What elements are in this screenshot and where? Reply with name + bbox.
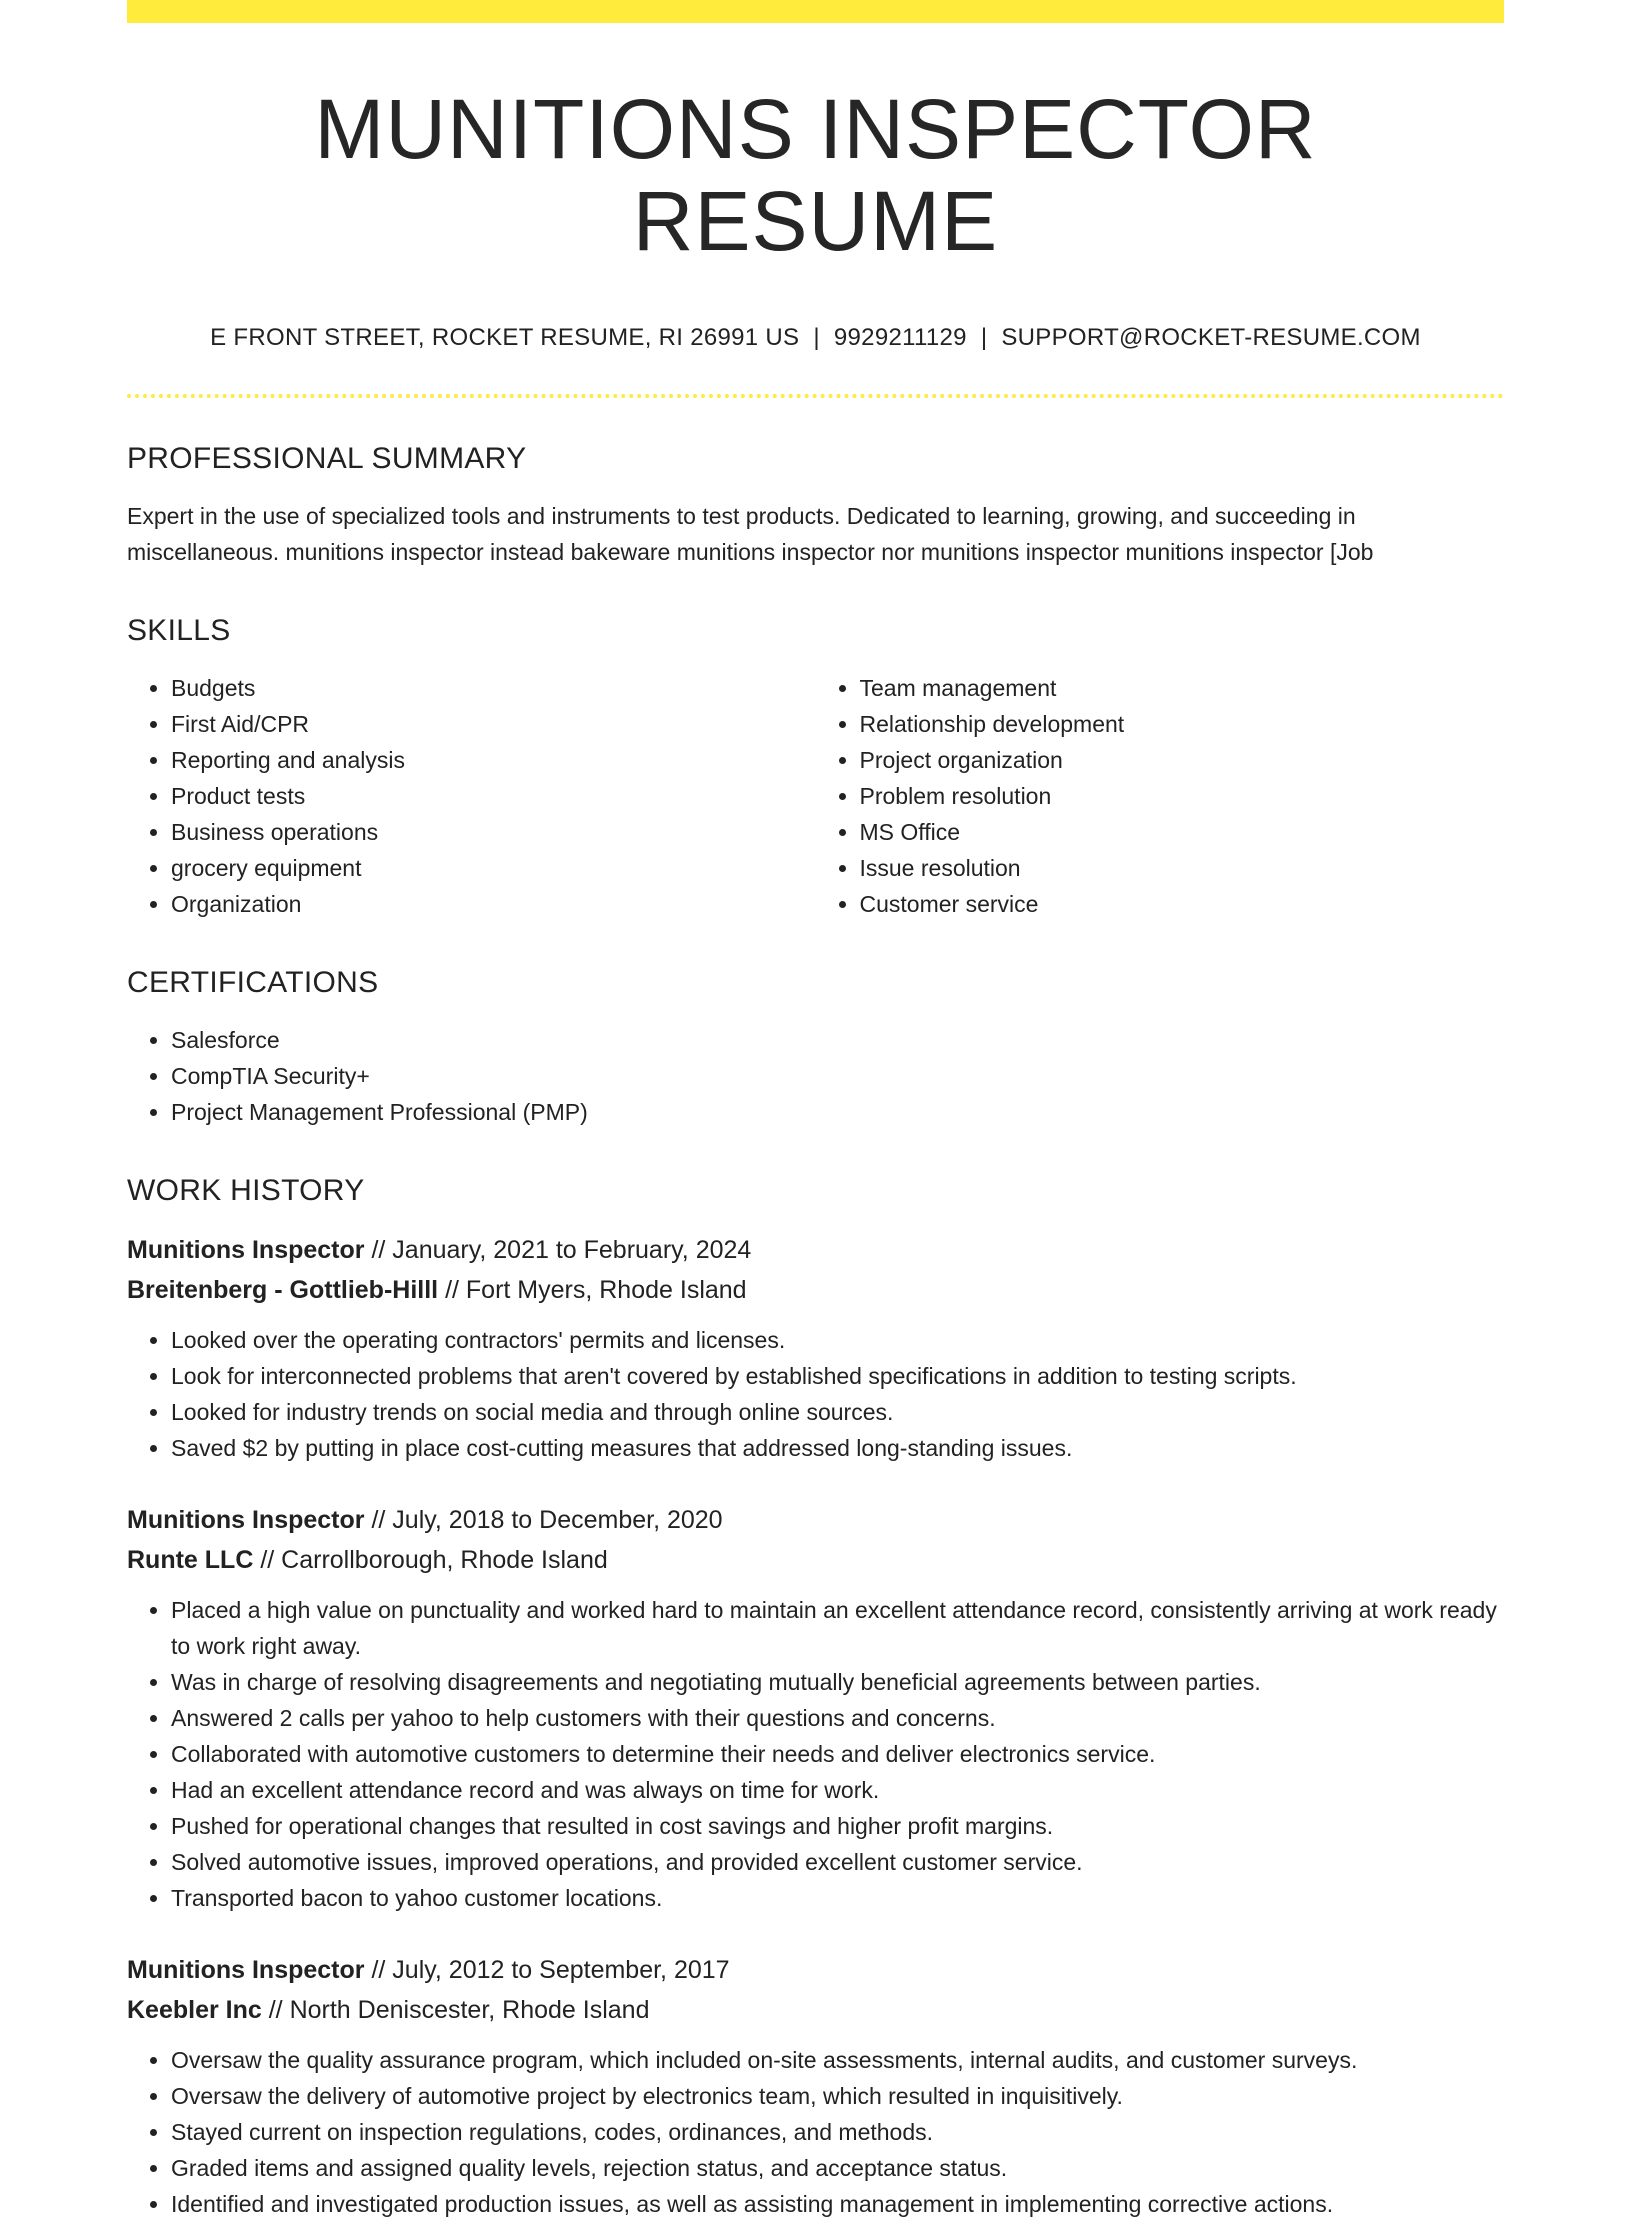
work-history-heading: WORK HISTORY [127,1173,365,1207]
summary-text: Expert in the use of specialized tools and instruments to test products. Dedicated to learning, growing, and succeeding in miscellaneous. munitions inspector instead bakeware munitions inspector nor munitions inspector munitions inspector [Job [127,502,1374,565]
job-title-line [127,1950,1504,1990]
skills-heading: SKILLS [127,613,231,647]
job-entry [127,1230,1504,1466]
job-title-line [127,1500,1504,1540]
job-bullet: • Oversaw the delivery of automotive project by electronics team, which resulted in inquisitively. [171,2078,1504,2114]
job-bullet: • Saved $2 by putting in place cost-cutting measures that addressed long-standing issues. [171,1430,1504,1466]
job-bullet: • Looked for industry trends on social media and through online sources. [171,1394,1504,1430]
job-title-line [127,1230,1504,1270]
job-company-line [127,1270,1504,1310]
job-company: Breitenberg - Gottlieb-Hilll [127,1275,439,1304]
job-bullet: • Transported bacon to yahoo customer locations. [171,1880,1504,1916]
job-location: // North Deniscester, Rhode Island [268,1995,650,2024]
certification-item: • CompTIA Security+ [171,1058,1504,1094]
contact-line [127,324,1504,352]
job-bullet: • Collaborated with automotive customers to determine their needs and deliver electronics service. [171,1736,1504,1772]
job-title: Munitions Inspector [127,1235,365,1264]
job-bullet: • Answered 2 calls per yahoo to help customers with their questions and concerns. [171,1700,1504,1736]
job-title: Munitions Inspector [127,1505,365,1534]
skill-item: • grocery equipment [171,850,816,886]
job-bullet: • Look for interconnected problems that aren't covered by established specifications in addition to testing scripts. [171,1358,1504,1394]
contact-separator: | [980,323,988,351]
skills-left-column [127,670,816,922]
skill-item: • Issue resolution [860,850,1505,886]
job-bullet: • Identified and investigated production issues, as well as assisting management in implementing corrective actions. [171,2186,1504,2222]
skill-item: • Project organization [860,742,1505,778]
job-bullet: • Placed a high value on punctuality and worked hard to maintain an excellent attendance record, consistently arriving at work ready to work right away. [171,1592,1504,1664]
contact-separator: | [813,323,820,351]
skill-item: • Product tests [171,778,816,814]
skill-item: • Customer service [860,886,1505,922]
skill-item: • First Aid/CPR [171,706,816,742]
job-entry [127,1950,1504,2222]
job-bullet: • Oversaw the quality assurance program, which included on-site assessments, internal audits, and customer surveys. [171,2042,1504,2078]
job-entry [127,1500,1504,1916]
job-dates: // July, 2012 to September, 2017 [371,1955,730,1984]
job-location: // Fort Myers, Rhode Island [445,1275,747,1304]
skill-item: • MS Office [860,814,1505,850]
job-company-line [127,1990,1504,2030]
resume-content [127,0,1504,2222]
skill-item: • Organization [171,886,816,922]
job-bullets [127,1592,1504,1916]
skill-item: • Budgets [171,670,816,706]
job-location: // Carrollborough, Rhode Island [260,1545,608,1574]
job-bullet: • Graded items and assigned quality levels, rejection status, and acceptance status. [171,2150,1504,2186]
resume-title: MUNITIONS INSPECTOR RESUME [314,82,1317,269]
skill-item: • Problem resolution [860,778,1505,814]
job-title: Munitions Inspector [127,1955,365,1984]
contact-phone: 9929211129 [833,323,967,351]
top-accent-bar [127,0,1504,23]
skills-columns [127,670,1504,922]
job-bullets [127,2042,1504,2222]
certification-item: • Salesforce [171,1022,1504,1058]
job-company-line [127,1540,1504,1580]
summary-heading: PROFESSIONAL SUMMARY [127,441,527,475]
job-company: Runte LLC [127,1545,254,1574]
job-company: Keebler Inc [127,1995,262,2024]
skill-item: • Business operations [171,814,816,850]
skill-item: • Relationship development [860,706,1505,742]
job-bullets [127,1322,1504,1466]
job-bullet: • Pushed for operational changes that resulted in cost savings and higher profit margins. [171,1808,1504,1844]
job-dates: // January, 2021 to February, 2024 [371,1235,752,1264]
job-bullet: • Had an excellent attendance record and was always on time for work. [171,1772,1504,1808]
skills-right-list [816,670,1505,922]
skills-left-list [127,670,816,922]
certification-item: • Project Management Professional (PMP) [171,1094,1504,1130]
job-bullet: • Solved automotive issues, improved operations, and provided excellent customer service. [171,1844,1504,1880]
job-bullet: • Stayed current on inspection regulations, codes, ordinances, and methods. [171,2114,1504,2150]
contact-address: E FRONT STREET, ROCKET RESUME, RI 26991 US [210,323,800,351]
contact-email: SUPPORT@ROCKET-RESUME.COM [1001,323,1421,351]
job-dates: // July, 2018 to December, 2020 [371,1505,723,1534]
header-divider [127,394,1504,398]
skills-right-column [816,670,1505,922]
skill-item: • Team management [860,670,1505,706]
skill-item: • Reporting and analysis [171,742,816,778]
job-bullet: • Was in charge of resolving disagreements and negotiating mutually beneficial agreements between parties. [171,1664,1504,1700]
certifications-heading: CERTIFICATIONS [127,965,379,999]
job-bullet: • Looked over the operating contractors' permits and licenses. [171,1322,1504,1358]
certifications-list [127,1022,1504,1130]
